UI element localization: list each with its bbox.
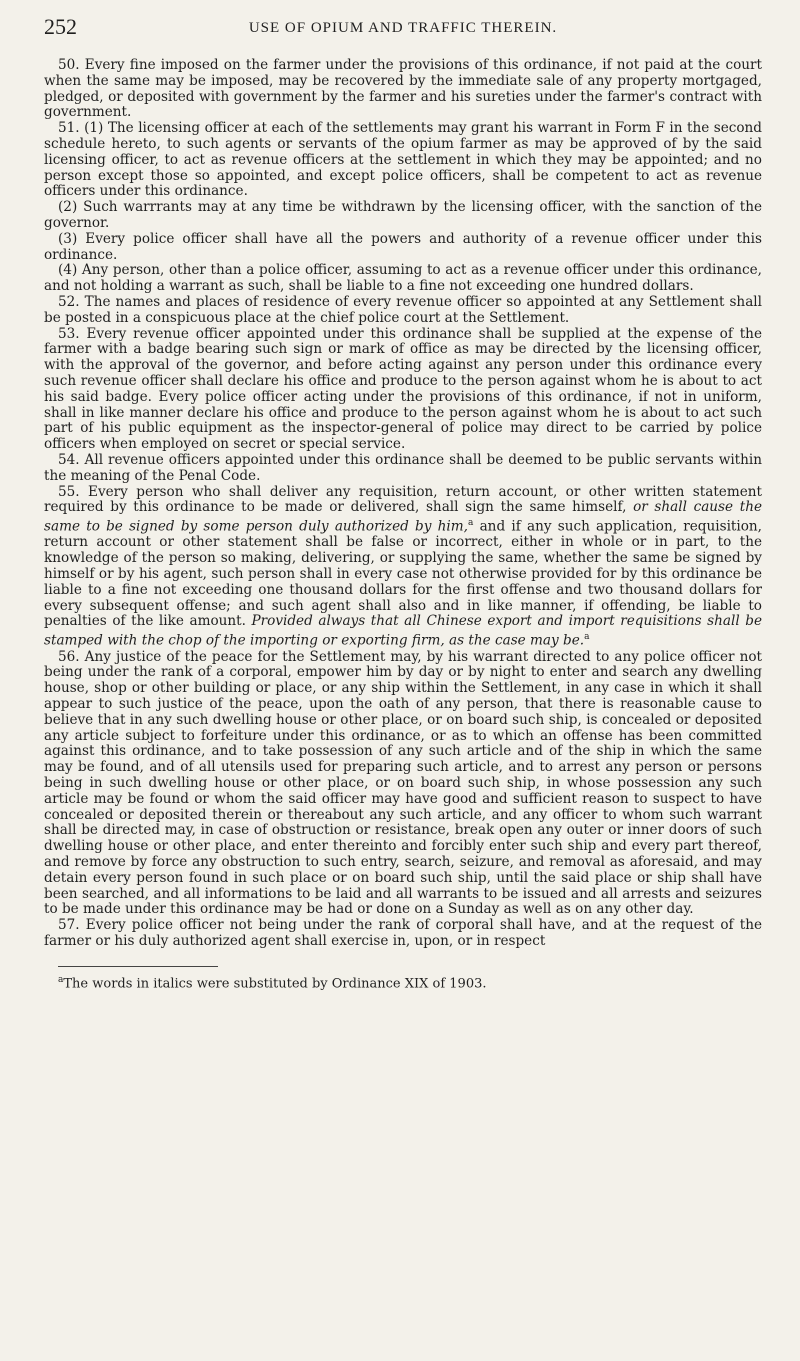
footnote-text: The words in italics were substituted by Ordinance XIX of 1903. xyxy=(63,976,487,992)
p55-italic-2: Provided always that all Chinese export and import requisitions shall be stamped with the chop of the importing or exporting firm, as the case may be. xyxy=(44,613,762,649)
paragraph-51-2: (2) Such warrrants may at any time be withdrawn by the licensing officer, with the sanction of the governor. xyxy=(44,199,762,231)
p55-italic-1: or shall cause the same to be signed by some person duly authorized by him, xyxy=(44,499,762,535)
paragraph-52: 52. The names and places of residence of every revenue officer so appointed at any Settlement shall be posted in a conspicuous place at the chief police court at the Settlement. xyxy=(44,293,762,326)
paragraph-57: 57. Every police officer not being under the rank of corporal shall have, and at the request of the farmer or his duly authorized agent shall exercise in, upon, or in respect xyxy=(44,917,762,949)
page-number: 252 xyxy=(44,14,77,39)
footnote xyxy=(44,973,762,992)
paragraph-55 xyxy=(44,485,762,650)
footnote-divider xyxy=(58,966,218,967)
document-body xyxy=(44,58,762,992)
paragraph-54: 54. All revenue officers appointed under this ordinance shall be deemed to be public servants within the meaning of the Penal Code. xyxy=(44,451,762,484)
paragraph-51-1: 51. (1) The licensing officer at each of the settlements may grant his warrant in Form F in the second schedule hereto, to such agents or servants of the opium farmer as may be approved of by the said licensing officer, to act as revenue officers at the settlement in which they may be appointed; and no person except those so appointed, and except police officers, shall be competent to act as revenue officers under this ordinance. xyxy=(44,120,762,200)
running-head: USE OF OPIUM AND TRAFFIC THEREIN. xyxy=(248,20,558,36)
footnote-ref: a xyxy=(584,632,590,643)
paragraph-53: 53. Every revenue officer appointed under this ordinance shall be supplied at the expense of the farmer with a badge bearing such sign or mark of office as may be directed by the licensing officer, with the approval of the governor, and before acting against any person under this ordinance every such revenue officer shall declare his office and produce to the person against whom he is about to act his said badge. Every police officer acting under the provisions of this ordinance, if not in uniform, shall in like manner declare his office and produce to the person against whom he is about to act such part of his public equipment as the inspector-general of police may direct to be carried by police officers when employed on secret or special service. xyxy=(44,325,762,453)
paragraph-50: 50. Every fine imposed on the farmer under the provisions of this ordinance, if not paid at the court when the same may be imposed, may be recovered by the immediate sale of any property mortgaged, pledged, or deposited with government by the farmer and his sureties under the farmer's contract with government. xyxy=(44,57,762,121)
p55-text-2: and if any such application, requisition, return account or other statement shall be false or incorrect, either in whole or in part, to the knowledge of the person so making, delivering, or supplying the same, whether the same be signed by himself or by his agent, such person shall in every case not otherwise provided for by this ordinance be liable to a fine not exceeding one thousand dollars for the first offense and two thousand dollars for every subsequent offense; and such agent shall also and in like manner, if offending, be liable to penalties of the like amount. xyxy=(44,518,762,630)
paragraph-51-4: (4) Any person, other than a police officer, assuming to act as a revenue officer under this ordinance, and not holding a warrant as such, shall be liable to a fine not exceeding one hundred dollars. xyxy=(44,262,762,295)
p55-text-1: 55. Every person who shall deliver any requisition, return account, or other written statement required by this ordinance to be made or delivered, shall sign the same himself, xyxy=(44,483,762,516)
paragraph-51-3: (3) Every police officer shall have all the powers and authority of a revenue officer under this ordinance. xyxy=(44,230,762,263)
footnote-ref: a xyxy=(467,518,474,529)
footnote-marker: a xyxy=(58,974,64,985)
paragraph-56: 56. Any justice of the peace for the Settlement may, by his warrant directed to any police officer not being under the rank of a corporal, empower him by day or by night to enter and search any dwelling house, shop or other building or place, or any ship within the Settlement, in any case in which it shall appear to such justice of the peace, upon the oath of any person, that there is reasonable cause to believe that in any such dwelling house or other place, or on board such ship, is concealed or deposited any article subject to forfeiture under this ordinance, or as to which an offense has been committed against this ordinance, and to take possession of any such article and of the ship in which the same may be found, and of all utensils used for preparing such article, and to arrest any person or persons being in such dwelling house or other place, or on board such ship, in whose possession any such article may be found or whom the said officer may have good and sufficient reason to suspect to have concealed or deposited therein or thereabout any such article, and any officer to whom such warrant shall be directed may, in case of obstruction or resistance, break open any outer or inner doors of such dwelling house or other place, and enter thereinto and forcibly enter such ship and every part thereof, and remove by force any obstruction to such entry, search, seizure, and removal as aforesaid, and may detain every person found in such place or on board such ship, until the said place or ship shall have been searched, and all informations to be laid and all warrants to be issued and all arrests and seizures to be made under this ordinance may be had or done on a Sunday as well as on any other day. xyxy=(44,648,762,918)
page-header xyxy=(44,14,762,48)
